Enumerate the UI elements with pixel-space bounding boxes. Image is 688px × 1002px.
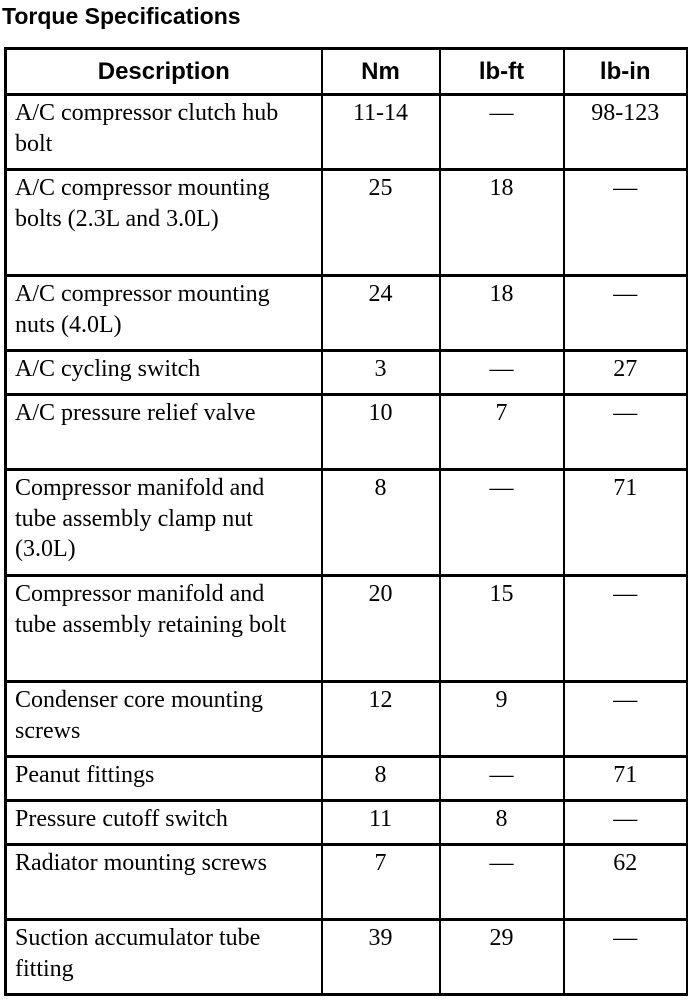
lb-ft-cell: 7 [440,395,564,470]
table-row [6,170,688,276]
lb-in-cell: 62 [564,845,688,920]
lb-in-cell: 71 [564,470,688,576]
lb-in-cell: 98-123 [564,95,688,170]
description-cell: Pressure cutoff switch [6,801,322,845]
description-cell: Condenser core mounting screws [6,682,322,757]
nm-cell: 7 [322,845,440,920]
lb-in-cell: — [564,920,688,995]
nm-cell: 24 [322,276,440,351]
lb-ft-cell: — [440,351,564,395]
nm-cell: 12 [322,682,440,757]
lb-in-cell: 27 [564,351,688,395]
description-cell: Compressor manifold and tube assembly retaining bolt [6,576,322,682]
lb-ft-cell: — [440,95,564,170]
description-cell: A/C pressure relief valve [6,395,322,470]
nm-cell: 8 [322,470,440,576]
nm-cell: 25 [322,170,440,276]
table-row [6,682,688,757]
lb-in-cell: — [564,682,688,757]
nm-cell: 11-14 [322,95,440,170]
nm-cell: 10 [322,395,440,470]
lb-in-cell: — [564,276,688,351]
nm-cell: 11 [322,801,440,845]
table-row [6,801,688,845]
lb-ft-cell: 29 [440,920,564,995]
description-cell: Suction accumulator tube fitting [6,920,322,995]
lb-ft-cell: 18 [440,276,564,351]
lb-ft-cell: — [440,470,564,576]
description-cell: A/C cycling switch [6,351,322,395]
lb-ft-cell: 15 [440,576,564,682]
column-header-lb-in: lb-in [564,49,688,95]
table-row [6,757,688,801]
lb-in-cell: — [564,576,688,682]
table-row [6,276,688,351]
lb-ft-cell: 18 [440,170,564,276]
lb-ft-cell: — [440,845,564,920]
table-row [6,576,688,682]
lb-in-cell: — [564,170,688,276]
description-cell: Radiator mounting screws [6,845,322,920]
description-cell: A/C compressor mounting bolts (2.3L and 3.0L) [6,170,322,276]
table-row [6,95,688,170]
nm-cell: 39 [322,920,440,995]
table-row [6,470,688,576]
column-header-nm: Nm [322,49,440,95]
nm-cell: 3 [322,351,440,395]
column-header-description: Description [6,49,322,95]
description-cell: A/C compressor clutch hub bolt [6,95,322,170]
lb-ft-cell: 8 [440,801,564,845]
lb-ft-cell: 9 [440,682,564,757]
table-row [6,845,688,920]
table-row [6,920,688,995]
table-header-row [6,49,688,95]
torque-spec-table [4,47,688,996]
page-title: Torque Specifications [2,3,241,29]
lb-ft-cell: — [440,757,564,801]
nm-cell: 20 [322,576,440,682]
lb-in-cell: — [564,801,688,845]
column-header-lb-ft: lb-ft [440,49,564,95]
lb-in-cell: 71 [564,757,688,801]
table-row [6,395,688,470]
lb-in-cell: — [564,395,688,470]
nm-cell: 8 [322,757,440,801]
table-row [6,351,688,395]
description-cell: A/C compressor mounting nuts (4.0L) [6,276,322,351]
description-cell: Peanut fittings [6,757,322,801]
description-cell: Compressor manifold and tube assembly clamp nut (3.0L) [6,470,322,576]
